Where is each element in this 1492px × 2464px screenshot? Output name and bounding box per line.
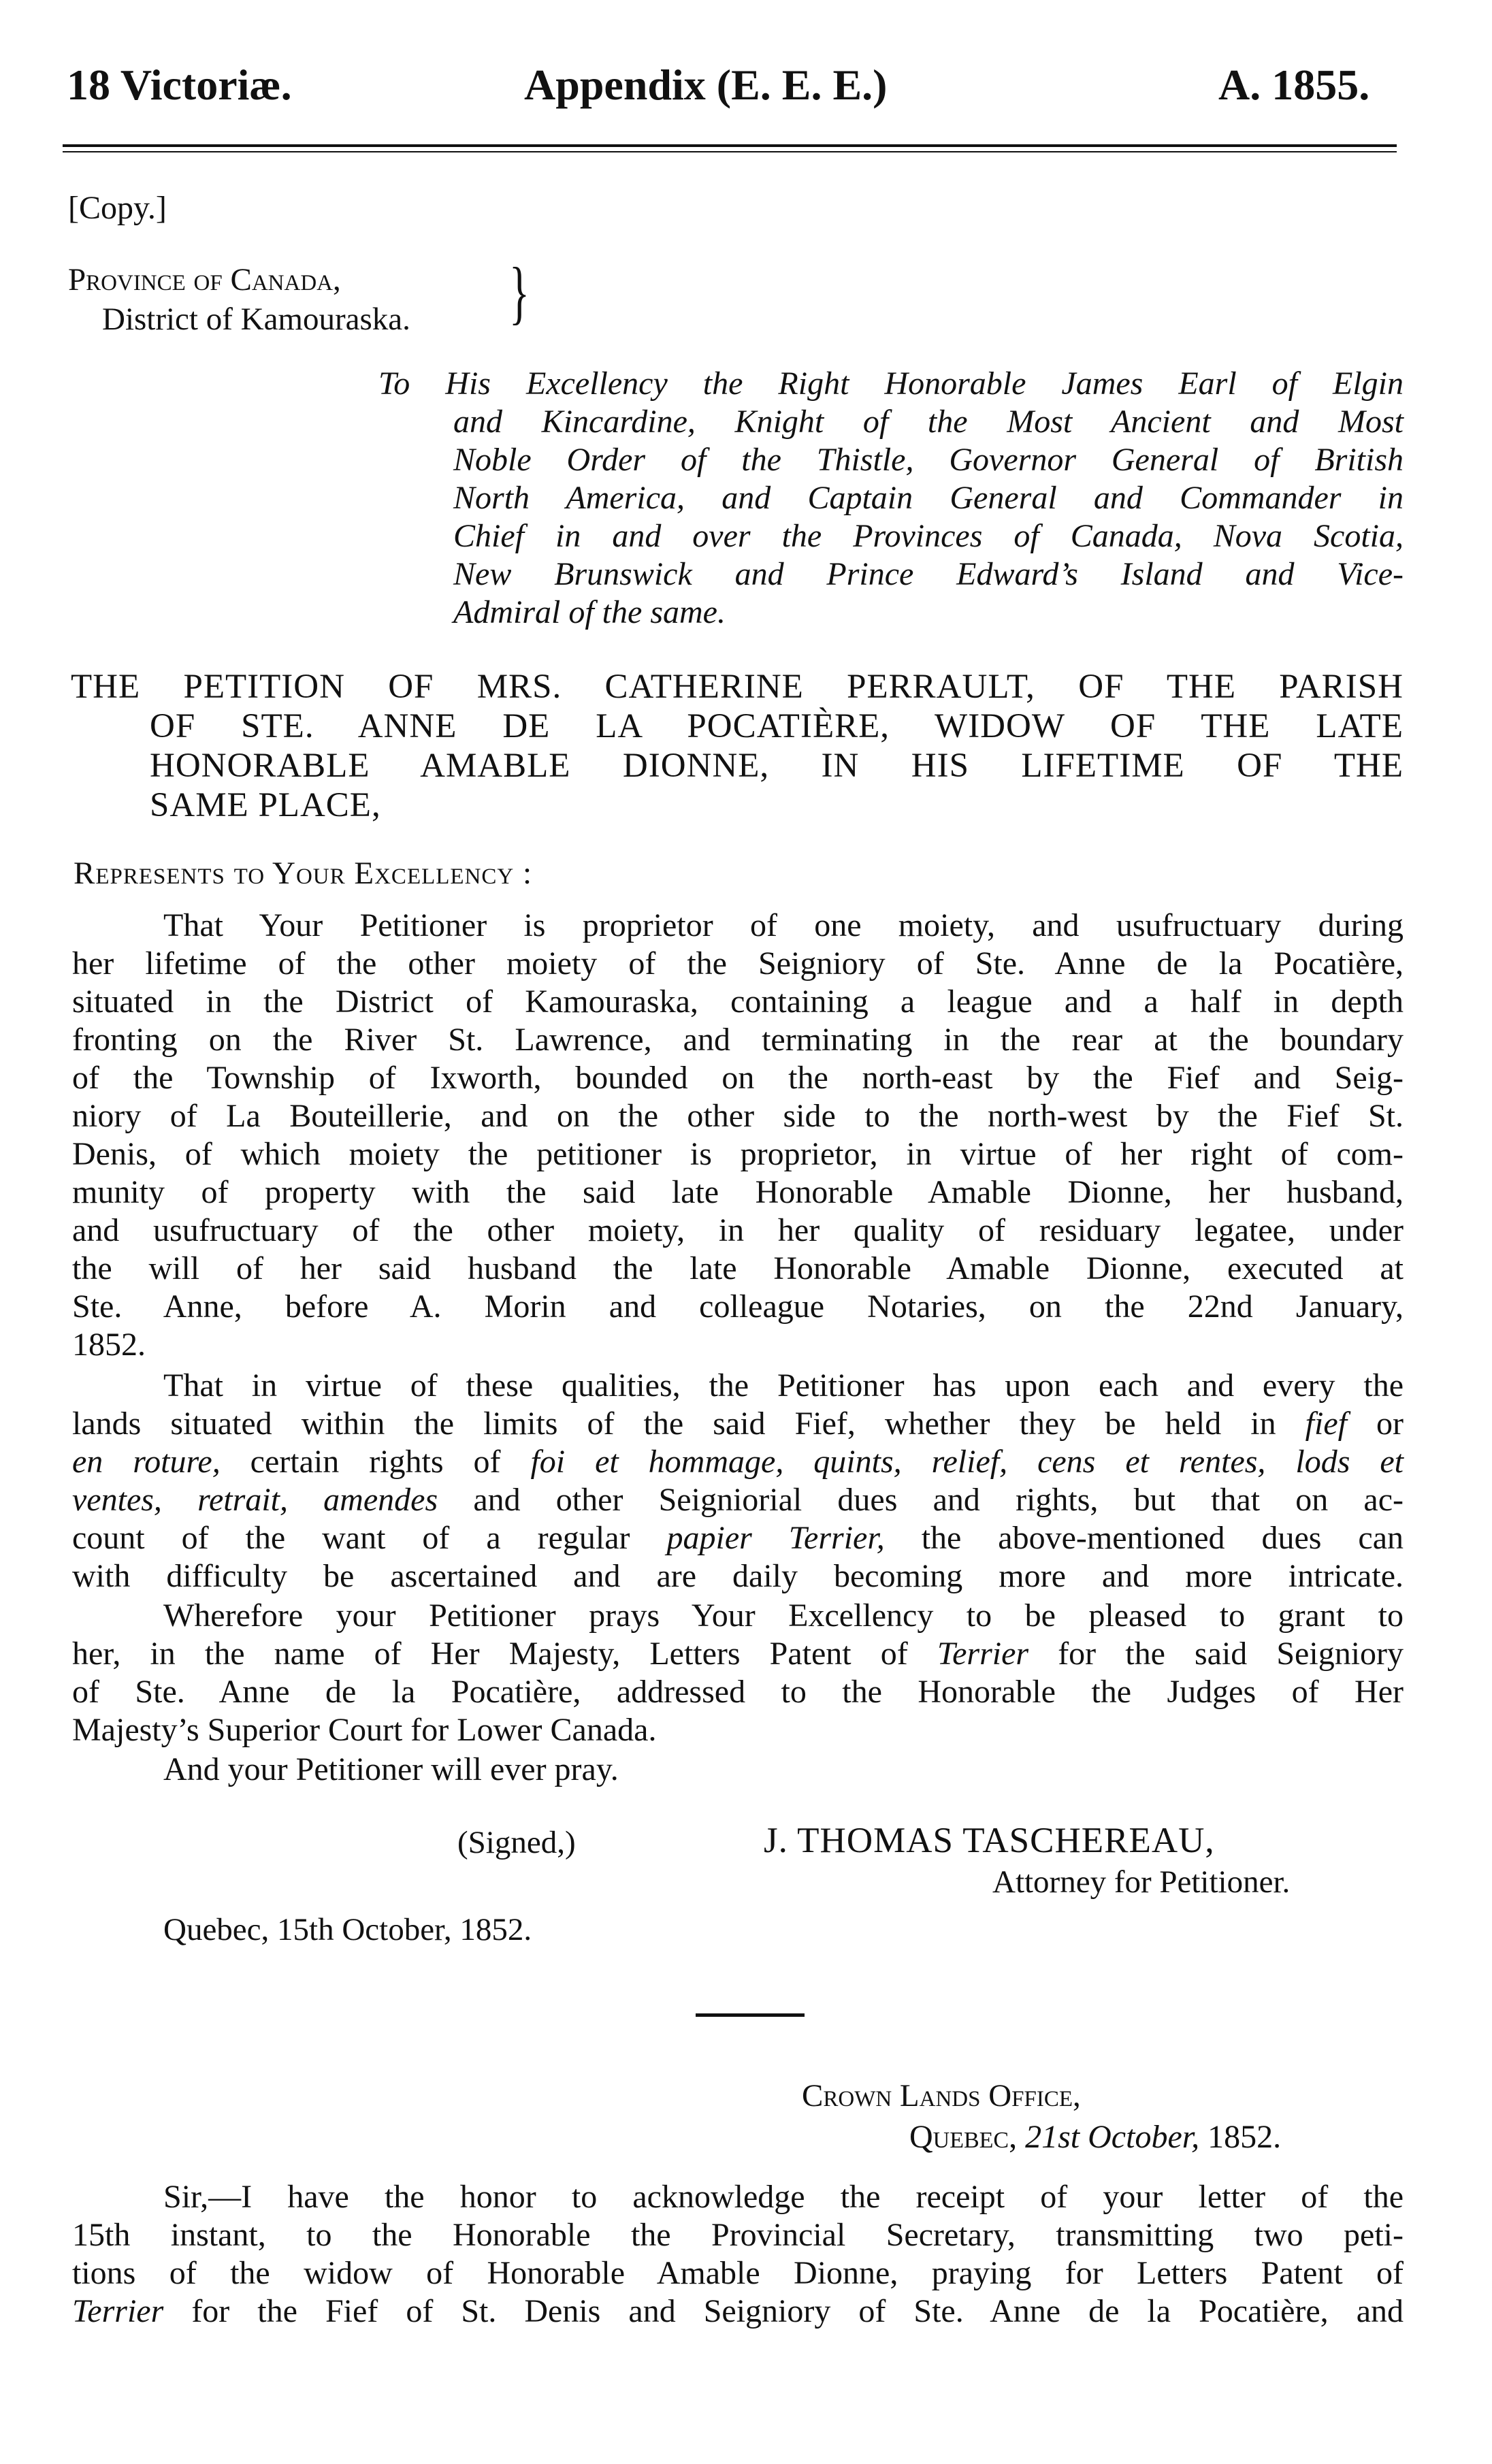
header-rule-thin: [63, 151, 1397, 152]
para2-line: ventes, retrait, amendes and other Seigniorial dues and rights, but that on ac-: [72, 1482, 1404, 1518]
header-session: 18 Victoriæ.: [67, 61, 292, 109]
para1-line: of the Township of Ixworth, bounded on the north-east by the Fief and Seig-: [72, 1060, 1404, 1096]
petition-title-line: HONORABLE AMABLE DIONNE, IN HIS LIFETIME OF THE: [150, 747, 1404, 785]
address-line: Noble Order of the Thistle, Governor General of British: [453, 442, 1404, 478]
para3-line: her, in the name of Her Majesty, Letters Patent of Terrier for the said Seigniory: [72, 1636, 1404, 1672]
para1-line: 1852.: [72, 1327, 146, 1363]
address-line: New Brunswick and Prince Edward’s Island and Vice-: [453, 556, 1404, 592]
signatory-role: Attorney for Petitioner.: [992, 1864, 1291, 1900]
province-label: Province of Canada,: [68, 262, 341, 297]
para1-line: fronting on the River St. Lawrence, and terminating in the rear at the boundary: [72, 1022, 1404, 1058]
header-appendix: Appendix (E. E. E.): [524, 61, 888, 109]
para3-line: Wherefore your Petitioner prays Your Excellency to be pleased to grant to: [163, 1598, 1404, 1634]
address-line: Admiral of the same.: [453, 594, 726, 630]
petition-title-line: THE PETITION OF MRS. CATHERINE PERRAULT, OF THE PARISH: [71, 668, 1404, 706]
para3-line: of Ste. Anne de la Pocatière, addressed to the Honorable the Judges of Her: [72, 1674, 1404, 1710]
address-line: and Kincardine, Knight of the Most Ancient and Most: [453, 404, 1404, 440]
letter-line: Sir,—I have the honor to acknowledge the receipt of your letter of the: [163, 2179, 1404, 2215]
para1-line: That Your Petitioner is proprietor of one moiety, and usufructuary during: [163, 907, 1404, 943]
para2-line: lands situated within the limits of the said Fief, whether they be held in fief or: [72, 1406, 1404, 1442]
letter-line: Terrier for the Fief of St. Denis and Seigniory of Ste. Anne de la Pocatière, and: [72, 2293, 1404, 2329]
para3-line: Majesty’s Superior Court for Lower Canada.: [72, 1712, 657, 1748]
para2-line: en roture, certain rights of foi et hommage, quints, relief, cens et rentes, lods et: [72, 1444, 1404, 1480]
letter-dateline: Quebec, 21st October, 1852.: [909, 2119, 1282, 2155]
letter-line: tions of the widow of Honorable Amable Dionne, praying for Letters Patent of: [72, 2255, 1404, 2291]
header-rule-thick: [63, 144, 1397, 147]
section-divider: [696, 2013, 805, 2017]
letter-office: Crown Lands Office,: [802, 2078, 1081, 2113]
petition-title-line: SAME PLACE,: [150, 786, 381, 824]
date-line: Quebec, 15th October, 1852.: [163, 1912, 532, 1947]
represents-heading: Represents to Your Excellency :: [74, 856, 533, 891]
petition-title-line: OF STE. ANNE DE LA POCATIÈRE, WIDOW OF THE LATE: [150, 707, 1404, 745]
letter-line: 15th instant, to the Honorable the Provincial Secretary, transmitting two peti-: [72, 2217, 1404, 2253]
para1-line: situated in the District of Kamouraska, containing a league and a half in depth: [72, 984, 1404, 1020]
para1-line: Ste. Anne, before A. Morin and colleague Notaries, on the 22nd January,: [72, 1288, 1404, 1325]
address-line: To His Excellency the Right Honorable James Earl of Elgin: [378, 366, 1404, 402]
signed-label: (Signed,): [457, 1825, 576, 1860]
para1-line: the will of her said husband the late Honorable Amable Dionne, executed at: [72, 1250, 1404, 1286]
para4-line: And your Petitioner will ever pray.: [163, 1751, 619, 1787]
para2-line: That in virtue of these qualities, the Petitioner has upon each and every the: [163, 1367, 1404, 1404]
district-label: District of Kamouraska.: [102, 302, 410, 337]
signatory-name: J. THOMAS TASCHEREAU,: [764, 1821, 1215, 1860]
brace-symbol: }: [509, 253, 530, 331]
para2-line: count of the want of a regular papier Terrier, the above-mentioned dues can: [72, 1520, 1404, 1556]
header-year: A. 1855.: [1218, 61, 1370, 109]
address-line: North America, and Captain General and Commander in: [453, 480, 1404, 516]
para1-line: munity of property with the said late Honorable Amable Dionne, her husband,: [72, 1174, 1404, 1210]
copy-label: [Copy.]: [68, 190, 167, 226]
para1-line: niory of La Bouteillerie, and on the other side to the north-west by the Fief St.: [72, 1098, 1404, 1134]
para1-line: Denis, of which moiety the petitioner is proprietor, in virtue of her right of com-: [72, 1136, 1404, 1172]
para2-line: with difficulty be ascertained and are daily becoming more and more intricate.: [72, 1558, 1404, 1594]
address-line: Chief in and over the Provinces of Canada, Nova Scotia,: [453, 518, 1404, 554]
para1-line: her lifetime of the other moiety of the Seigniory of Ste. Anne de la Pocatière,: [72, 945, 1404, 982]
para1-line: and usufructuary of the other moiety, in her quality of residuary legatee, under: [72, 1212, 1404, 1248]
